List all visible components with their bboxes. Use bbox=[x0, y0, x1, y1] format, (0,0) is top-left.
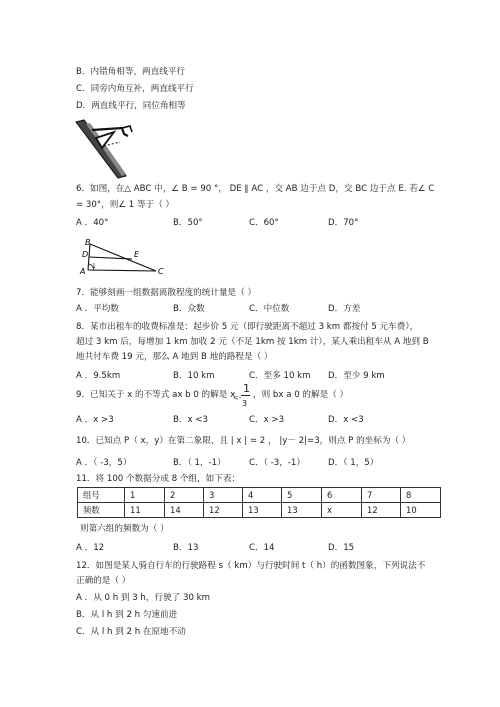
q9-lt-symbol: <- bbox=[233, 394, 242, 402]
q7-stem: 7．能够刻画一组数据离散程度的统计量是（ ） bbox=[76, 288, 257, 298]
table-cell: 3 bbox=[204, 488, 243, 503]
label-a: A bbox=[80, 267, 86, 276]
q12-line2: 正确的是（ ） bbox=[76, 576, 131, 586]
q11-frequency-table bbox=[77, 487, 441, 518]
q6-option-d: D．70° bbox=[328, 218, 359, 228]
table-cell: 6 bbox=[322, 488, 362, 503]
table-row bbox=[78, 503, 441, 518]
label-b: B bbox=[85, 238, 91, 247]
q10-option-c: C．（ -3，-1） bbox=[249, 458, 305, 468]
table-cell: 12 bbox=[204, 503, 243, 518]
q12-option-a: A ．从 0 h 到 3 h，行驶了 30 km bbox=[76, 593, 211, 603]
q10-option-b: B．（ 1，-1） bbox=[173, 458, 226, 468]
q11-option-a: A ．12 bbox=[76, 543, 105, 553]
q8-line1: 8．某市出租车的收费标准是：起步价 5 元（即行驶距离不超过 3 km 都按付 5 元车费）， bbox=[76, 322, 419, 332]
table-cell: 频数 bbox=[78, 503, 125, 518]
q10-stem: 10．已知点 P（ x，y）在第二象限，且 | x | = 2 ， |y－ 2|=3，则点 P 的坐标为（ ） bbox=[76, 436, 411, 446]
q9-stem-part1: 9．已知关于 x 的不等式 ax b 0 的解是 x bbox=[76, 390, 236, 400]
q9-option-b: B．x <3 bbox=[173, 415, 208, 425]
q7-option-b: B．众数 bbox=[173, 304, 205, 314]
q5-option-b: B．内错角相等，两直线平行 bbox=[76, 67, 186, 77]
table-cell: 12 bbox=[362, 503, 401, 518]
table-cell: 1 bbox=[125, 488, 165, 503]
q12-option-b: B．从 l h 到 2 h 匀速前进 bbox=[76, 610, 178, 620]
q8-option-b: B．10 km bbox=[173, 371, 215, 381]
table-cell: x bbox=[322, 503, 362, 518]
q11-option-d: D．15 bbox=[328, 543, 355, 553]
table-cell: 13 bbox=[243, 503, 282, 518]
q5-figure bbox=[74, 118, 144, 178]
q7-option-d: D．方差 bbox=[328, 304, 361, 314]
side-ac bbox=[88, 270, 156, 271]
q8-option-a: A ．9.5km bbox=[76, 371, 121, 381]
table-cell: 14 bbox=[165, 503, 204, 518]
q11-option-c: C．14 bbox=[249, 543, 275, 553]
table-cell: 11 bbox=[125, 503, 165, 518]
q9-frac-bar bbox=[241, 395, 250, 396]
table-cell: 7 bbox=[362, 488, 401, 503]
q11-stem: 11．将 100 个数据分成 8 个组，如下表： bbox=[76, 474, 241, 484]
q8-option-d: D．至少 9 km bbox=[328, 371, 385, 381]
q9-option-c: C．x >3 bbox=[249, 415, 285, 425]
q9-frac-numerator: 1 bbox=[243, 382, 250, 395]
table-cell: 13 bbox=[282, 503, 322, 518]
label-c: C bbox=[158, 267, 164, 276]
table-cell: 2 bbox=[165, 488, 204, 503]
q6-triangle-figure bbox=[80, 240, 170, 276]
table-cell: 5 bbox=[282, 488, 322, 503]
label-angle-1: 1 bbox=[92, 263, 96, 270]
table-cell: 4 bbox=[243, 488, 282, 503]
q5-option-c: C．同旁内角互补，两直线平行 bbox=[76, 84, 194, 94]
q8-line3: 地共付车费 19 元，那么 A 地到 B 地的路程是（ ） bbox=[76, 352, 273, 362]
table-cell: 8 bbox=[401, 488, 441, 503]
q6-option-a: A ．40° bbox=[76, 218, 109, 228]
q11-after-text: 则第六组的频数为（ ） bbox=[80, 524, 169, 534]
q6-stem-line2: = 30°，则∠ 1 等于（ ） bbox=[76, 200, 175, 210]
q6-stem-line1: 6．如图，在△ ABC 中，∠ B = 90 °， DE ∥ AC ，交 AB 边于点 D，交 BC 边于点 E. 若∠ C bbox=[76, 184, 435, 194]
q11-option-b: B．13 bbox=[173, 543, 199, 553]
q8-line2: 超过 3 km 后，每增加 1 km 加收 2 元（不足 1km 按 1km 计），某人乘出租车从 A 地到 B bbox=[76, 337, 429, 347]
table-cell: 10 bbox=[401, 503, 441, 518]
q8-option-c: C．至多 10 km bbox=[249, 371, 311, 381]
q9-frac-denominator: 3 bbox=[242, 399, 248, 408]
q10-option-d: D．（ 1，5） bbox=[328, 458, 379, 468]
q12-line1: 12．如图是某人骑自行车的行驶路程 s（ km）与行驶时间 t（ h）的函数图象，下列说法不 bbox=[76, 561, 426, 571]
q5-option-d: D．两直线平行，同位角相等 bbox=[76, 101, 186, 111]
q9-option-d: D．x <3 bbox=[328, 415, 364, 425]
q6-option-b: B．50° bbox=[173, 218, 203, 228]
q7-option-c: C．中位数 bbox=[249, 304, 290, 314]
q7-option-a: A ．平均数 bbox=[76, 304, 119, 314]
q9-stem-part2: ，则 bx a 0 的解是（ ） bbox=[253, 390, 349, 400]
label-e: E bbox=[134, 250, 140, 259]
label-d: D bbox=[82, 250, 89, 259]
q9-option-a: A ．x >3 bbox=[76, 415, 114, 425]
q12-option-c: C．从 l h 到 2 h 在原地不动 bbox=[76, 627, 186, 637]
table-row bbox=[78, 488, 441, 503]
q10-option-a: A ．（ -3，5） bbox=[76, 458, 132, 468]
table-cell: 组号 bbox=[78, 488, 125, 503]
q6-option-c: C．60° bbox=[249, 218, 279, 228]
